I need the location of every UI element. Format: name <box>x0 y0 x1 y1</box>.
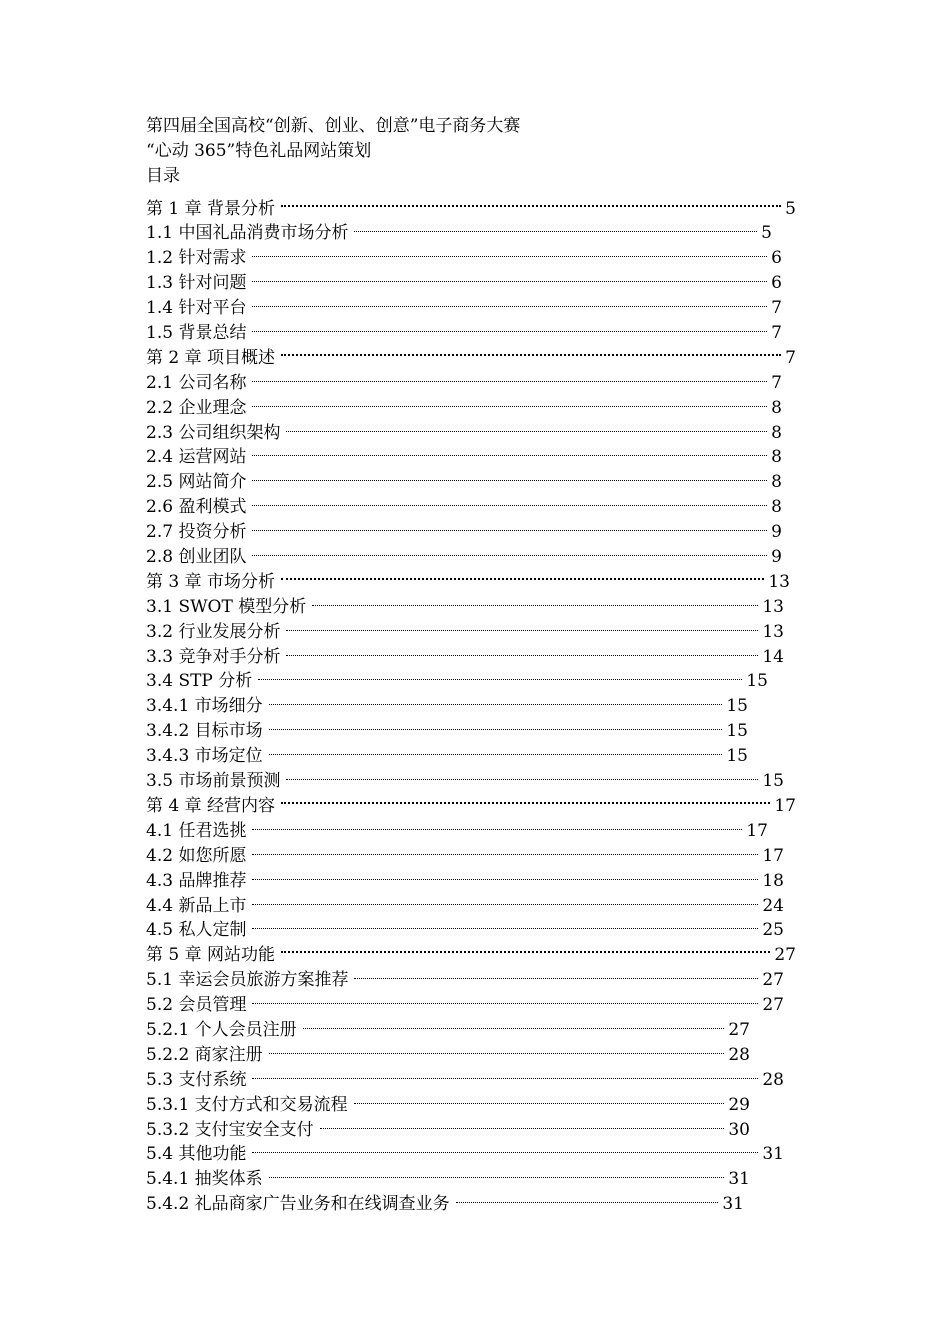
toc-entry-label: 5.2 会员管理 <box>146 995 247 1016</box>
toc-entry-label: 2.8 创业团队 <box>146 547 247 568</box>
toc-entry-label: 1.1 中国礼品消费市场分析 <box>146 223 349 244</box>
toc-dot-leader <box>354 960 758 985</box>
toc-page-number: 8 <box>771 497 782 518</box>
toc-dot-leader <box>252 1060 758 1085</box>
toc-page-number: 17 <box>762 845 784 866</box>
toc-entry-label: 1.5 背景总结 <box>146 323 247 344</box>
toc-entry-label: 5.1 幸运会员旅游方案推荐 <box>146 970 349 991</box>
toc-page-number: 17 <box>746 820 768 841</box>
toc-entry-label: 第 4 章 经营内容 <box>146 795 276 816</box>
toc-entry-label: 2.2 企业理念 <box>146 397 247 418</box>
toc-page-number: 31 <box>762 1144 784 1165</box>
toc-entry-label: 5.3.2 支付宝安全支付 <box>146 1119 314 1140</box>
document-subtitle: “心动 365”特色礼品网站策划 <box>146 140 372 161</box>
toc-entry-label: 1.2 针对需求 <box>146 248 247 269</box>
toc-dot-leader <box>269 686 723 711</box>
toc-dot-leader <box>252 438 767 463</box>
toc-dot-leader <box>252 836 758 861</box>
toc-dot-leader <box>252 388 767 413</box>
toc-page-number: 15 <box>726 746 748 767</box>
toc-dot-leader <box>269 711 723 736</box>
toc-entry-label: 3.1 SWOT 模型分析 <box>146 596 307 617</box>
toc-page-number: 9 <box>771 547 782 568</box>
toc-dot-leader <box>252 512 767 537</box>
toc-entry-label: 4.2 如您所愿 <box>146 845 247 866</box>
toc-page-number: 7 <box>771 298 782 319</box>
toc-page-number: 6 <box>771 248 782 269</box>
toc-page-number: 27 <box>728 1019 750 1040</box>
toc-dot-leader <box>269 1159 725 1184</box>
toc-entry-label: 5.4.2 礼品商家广告业务和在线调查业务 <box>146 1194 450 1215</box>
toc-dot-leader <box>286 413 767 438</box>
toc-dot-leader <box>252 288 767 313</box>
toc-page-number: 29 <box>728 1094 750 1115</box>
toc-dot-leader <box>252 911 758 936</box>
toc-entry-label: 5.3.1 支付方式和交易流程 <box>146 1094 348 1115</box>
toc-page-number: 9 <box>771 522 782 543</box>
toc-entry-label: 4.5 私人定制 <box>146 920 247 941</box>
toc-dot-leader <box>281 786 770 811</box>
toc-page-number: 30 <box>728 1119 750 1140</box>
toc-entry-label: 5.4 其他功能 <box>146 1144 247 1165</box>
document-title: 第四届全国高校“创新、创业、创意”电子商务大赛 <box>146 116 521 136</box>
table-of-contents <box>146 189 806 1215</box>
toc-page-number: 15 <box>762 771 784 792</box>
toc-page-number: 28 <box>728 1044 750 1065</box>
toc-page-number: 27 <box>762 995 784 1016</box>
toc-entry-label: 4.3 品牌推荐 <box>146 870 247 891</box>
toc-page-number: 8 <box>771 447 782 468</box>
toc-dot-leader <box>456 1184 719 1209</box>
toc-entry-label: 2.7 投资分析 <box>146 522 247 543</box>
toc-page-number: 6 <box>771 273 782 294</box>
toc-dot-leader <box>252 537 767 562</box>
toc-dot-leader <box>252 462 767 487</box>
toc-entry-label: 2.1 公司名称 <box>146 372 247 393</box>
toc-entry-label: 3.3 竞争对手分析 <box>146 646 281 667</box>
toc-dot-leader <box>286 637 758 662</box>
toc-page-number: 27 <box>762 970 784 991</box>
toc-entry-label: 2.6 盈利模式 <box>146 497 247 518</box>
toc-heading: 目录 <box>146 165 180 186</box>
toc-dot-leader <box>252 811 742 836</box>
toc-page-number: 8 <box>771 397 782 418</box>
toc-page-number: 15 <box>726 696 748 717</box>
toc-entry-label: 4.4 新品上市 <box>146 895 247 916</box>
toc-page-number: 8 <box>771 422 782 443</box>
document-page <box>146 114 806 1215</box>
toc-entry-label: 3.4.3 市场定位 <box>146 746 263 767</box>
toc-entry-label: 第 1 章 背景分析 <box>146 198 276 219</box>
toc-page-number: 17 <box>774 795 796 816</box>
toc-entry-label: 2.4 运营网站 <box>146 447 247 468</box>
toc-entry-label: 3.5 市场前景预测 <box>146 771 281 792</box>
toc-dot-leader <box>258 662 742 687</box>
toc-page-number: 28 <box>762 1069 784 1090</box>
toc-page-number: 13 <box>762 596 784 617</box>
toc-entry-label: 1.3 针对问题 <box>146 273 247 294</box>
toc-dot-leader <box>252 238 767 263</box>
toc-page-number: 7 <box>785 347 796 368</box>
toc-dot-leader <box>252 1135 758 1160</box>
toc-page-number: 25 <box>762 920 784 941</box>
toc-dot-leader <box>252 263 767 288</box>
toc-entry-label: 4.1 任君选挑 <box>146 820 247 841</box>
toc-page-number: 5 <box>785 198 796 219</box>
toc-entry-label: 2.3 公司组织架构 <box>146 422 281 443</box>
toc-page-number: 7 <box>771 323 782 344</box>
toc-entry-label: 2.5 网站简介 <box>146 472 247 493</box>
toc-page-number: 18 <box>762 870 784 891</box>
toc-page-number: 31 <box>722 1194 744 1215</box>
toc-dot-leader <box>281 562 764 587</box>
toc-page-number: 27 <box>774 945 796 966</box>
toc-entry-label: 3.2 行业发展分析 <box>146 621 281 642</box>
toc-page-number: 13 <box>762 621 784 642</box>
toc-page-number: 8 <box>771 472 782 493</box>
toc-entry-label: 第 2 章 项目概述 <box>146 347 276 368</box>
toc-dot-leader <box>252 985 758 1010</box>
toc-chapter-row[interactable] <box>146 189 796 219</box>
toc-entry-label: 第 3 章 市场分析 <box>146 571 276 592</box>
toc-entry-label: 第 5 章 网站功能 <box>146 945 276 966</box>
toc-dot-leader <box>281 189 781 214</box>
toc-dot-leader <box>281 338 781 363</box>
toc-dot-leader <box>303 1010 725 1035</box>
toc-dot-leader <box>252 861 758 886</box>
toc-dot-leader <box>252 886 758 911</box>
toc-page-number: 7 <box>771 372 782 393</box>
toc-entry-label: 5.2.1 个人会员注册 <box>146 1019 297 1040</box>
toc-page-number: 14 <box>762 646 784 667</box>
toc-entry-label: 5.4.1 抽奖体系 <box>146 1169 263 1190</box>
toc-entry-label: 3.4.1 市场细分 <box>146 696 263 717</box>
toc-dot-leader <box>286 761 758 786</box>
toc-entry-label: 3.4.2 目标市场 <box>146 721 263 742</box>
toc-dot-leader <box>252 487 767 512</box>
toc-page-number: 5 <box>761 223 772 244</box>
toc-dot-leader <box>312 587 758 612</box>
toc-dot-leader <box>252 313 767 338</box>
toc-entry-label: 5.3 支付系统 <box>146 1069 247 1090</box>
toc-page-number: 24 <box>762 895 784 916</box>
toc-dot-leader <box>281 935 770 960</box>
toc-entry-label: 5.2.2 商家注册 <box>146 1044 263 1065</box>
toc-dot-leader <box>320 1110 725 1135</box>
toc-page-number: 31 <box>728 1169 750 1190</box>
toc-entry-label: 1.4 针对平台 <box>146 298 247 319</box>
toc-page-number: 13 <box>768 571 790 592</box>
toc-page-number: 15 <box>726 721 748 742</box>
toc-page-number: 15 <box>746 671 768 692</box>
toc-dot-leader <box>354 214 757 239</box>
toc-dot-leader <box>269 736 723 761</box>
toc-dot-leader <box>354 1085 725 1110</box>
toc-entry-label: 3.4 STP 分析 <box>146 671 253 692</box>
toc-dot-leader <box>286 612 758 637</box>
toc-dot-leader <box>252 363 767 388</box>
toc-dot-leader <box>269 1035 725 1060</box>
